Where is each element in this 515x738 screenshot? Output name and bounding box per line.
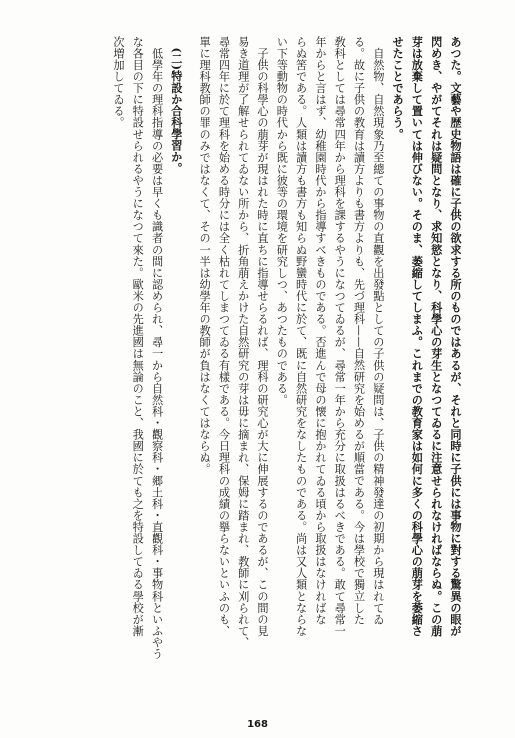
text-line: 低學年の理科指導の必要は早くも識者の間に認められ、尋一から自然科・觀察科・郷土科・直觀科・事物科といふやう bbox=[150, 36, 164, 660]
text-line: 尋常四年に於て理科を始める時分には全く枯れてしまつてゐる有樣である。今日理科の成績の擧らないといふのも、 bbox=[217, 36, 231, 637]
page-number: 168 bbox=[247, 719, 268, 730]
text-line: 子供の科學心の萠芽が現はれた時に直ちに指導せらるれば、理科の研究心が大に伸展するのであるが、この間の見 bbox=[256, 36, 270, 637]
text-line: あつた。文藝や歴史物語は確に子供の欲求する所のものではあるが、それと同時に子供には事物に對する驚異の眼が bbox=[449, 36, 463, 637]
text-line: る。故に子供の教育は讀方よりも書方よりも、先づ理科——自然研究を始めるが順當である。今は學校で獨立した bbox=[352, 36, 366, 626]
text-line: な各目の下に特設せられるやうになつて來た。歐米の先進國は無論のこと、我國に於ても之を特設してゐる學校が漸 bbox=[131, 36, 145, 637]
section-gap bbox=[186, 36, 195, 696]
text-line: 敎科としては尋常四年から理科を課するやうになつてゐるが、尋常一年から充分に取扱はるべきである。敢て尋常一 bbox=[333, 36, 347, 637]
text-line: 易き道理が了解せられてゐない所から、折角萠えかけた自然研究の芽は毋に摘まれ、保姆に踏まれ、教師に刈られて、 bbox=[236, 36, 250, 649]
text-line: 年からと言はず、幼稚園時代から指導すべきものである。否進んで母の懐に抱かれてゐる頃から取扱はなければな bbox=[313, 36, 327, 626]
text-line: せたことであらう。 bbox=[391, 36, 406, 140]
text-line: 單に理科教師の罪のみではなくて、その一半は幼學年の教師が負はなくてはならぬ。 bbox=[198, 36, 212, 475]
vertical-text-block bbox=[109, 36, 465, 696]
text-line: 自然物、自然現象乃至總ての事物の直觀を出發點としての子供の疑問は、子供の精神發達の初期から現はれてゐ bbox=[371, 36, 385, 626]
text-line: 次増加してゐる。 bbox=[111, 36, 125, 129]
text-line: 芽は放棄して置いては伸びない。そのま、萎縮してしまふ。これまでの教育家は如何に多くの科學心の萠芽を萎縮さ bbox=[410, 36, 425, 637]
text-line: 閃めき、やがてそれは疑問となり、求知慾となり、科學心の芽生となつてゐるに注意せられなければならぬ。この萠 bbox=[429, 36, 444, 637]
section-heading: (二)特設か合科學習か。 bbox=[169, 36, 184, 175]
text-line: らぬ筈である。人類は讀方も書方も知らぬ野蠻時代に於て、既に自然研究をなしたものである。尚は又人類とならな bbox=[294, 36, 308, 637]
text-line: い下等動物の時代から既に彼等の環境を研究しつ、あつたものである。 bbox=[275, 36, 289, 406]
